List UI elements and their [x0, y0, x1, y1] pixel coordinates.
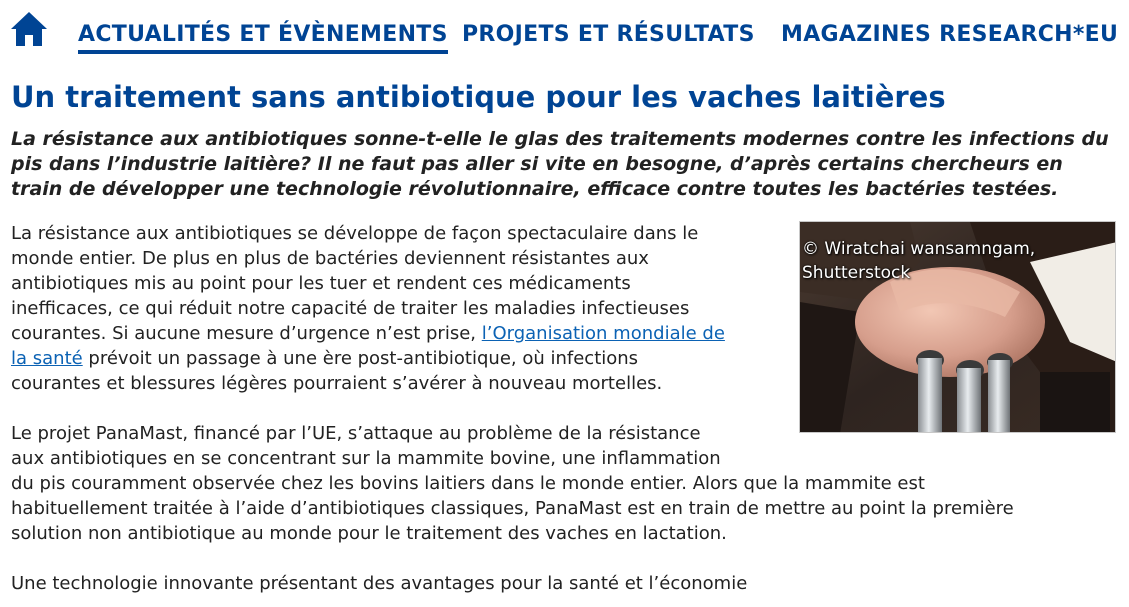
top-navigation — [0, 0, 1129, 64]
lead-line: La résistance aux antibiotiques sonne-t-elle le glas des traitements modernes contre les infections du — [11, 128, 1109, 150]
text-line: antibiotiques mis au point pour les tuer et rendent ces médicaments — [11, 273, 631, 294]
article-image — [799, 221, 1116, 433]
text-line — [11, 346, 786, 371]
paragraph-intro — [11, 221, 786, 396]
text-line: solution non antibiotique au monde pour le traitement des vaches en lactation. — [11, 523, 727, 544]
page-title: Un traitement sans antibiotique pour les vaches laitières — [11, 80, 946, 114]
lead-line: pis dans l’industrie laitière? Il ne faut pas aller si vite en besogne, d’après certains chercheurs en — [11, 153, 1063, 175]
text-fragment: courantes. Si aucune mesure d’urgence n’est prise, — [11, 323, 482, 344]
text-line: monde entier. De plus en plus de bactéries deviennent résistantes aux — [11, 248, 649, 269]
lead-line: train de développer une technologie révolutionnaire, efficace contre toutes les bactéries testées. — [11, 178, 1059, 200]
who-link-continued[interactable]: la santé — [11, 348, 83, 369]
text-line: habituellement traitée à l’aide d’antibiotiques classiques, PanaMast est en train de mettre au point la première — [11, 498, 1014, 519]
text-line: inefficaces, ce qui réduit notre capacité de traiter les maladies infectieuses — [11, 298, 690, 319]
text-line — [11, 321, 786, 346]
image-credit-line: Shutterstock — [802, 263, 911, 283]
tab-projects-results[interactable]: PROJETS ET RÉSULTATS — [462, 22, 755, 47]
text-line: aux antibiotiques en se concentrant sur la mammite bovine, une inflammation — [11, 448, 721, 469]
tab-research-eu-magazines[interactable]: MAGAZINES RESEARCH*EU — [781, 22, 1119, 47]
text-line: Le projet PanaMast, financé par l’UE, s’attaque au problème de la résistance — [11, 423, 701, 444]
article-lead — [11, 127, 1116, 202]
image-credit-line: © Wiratchai wansamngam, — [802, 239, 1036, 259]
home-icon[interactable] — [10, 10, 48, 48]
text-fragment: prévoit un passage à une ère post-antibiotique, où infections — [82, 348, 639, 369]
text-line: courantes et blessures légères pourraient s’avérer à nouveau mortelles. — [11, 373, 663, 394]
who-link[interactable]: l’Organisation mondiale de — [481, 323, 725, 344]
text-line: La résistance aux antibiotiques se développe de façon spectaculaire dans le — [11, 223, 699, 244]
text-line: du pis couramment observée chez les bovins laitiers dans le monde entier. Alors que la mammite est — [11, 473, 925, 494]
paragraph-panamast — [11, 421, 1111, 546]
section-subheading: Une technologie innovante présentant des avantages pour la santé et l’économie — [11, 573, 748, 594]
image-credit — [802, 237, 1035, 285]
tab-news-events[interactable]: ACTUALITÉS ET ÉVÈNEMENTS — [78, 21, 448, 54]
